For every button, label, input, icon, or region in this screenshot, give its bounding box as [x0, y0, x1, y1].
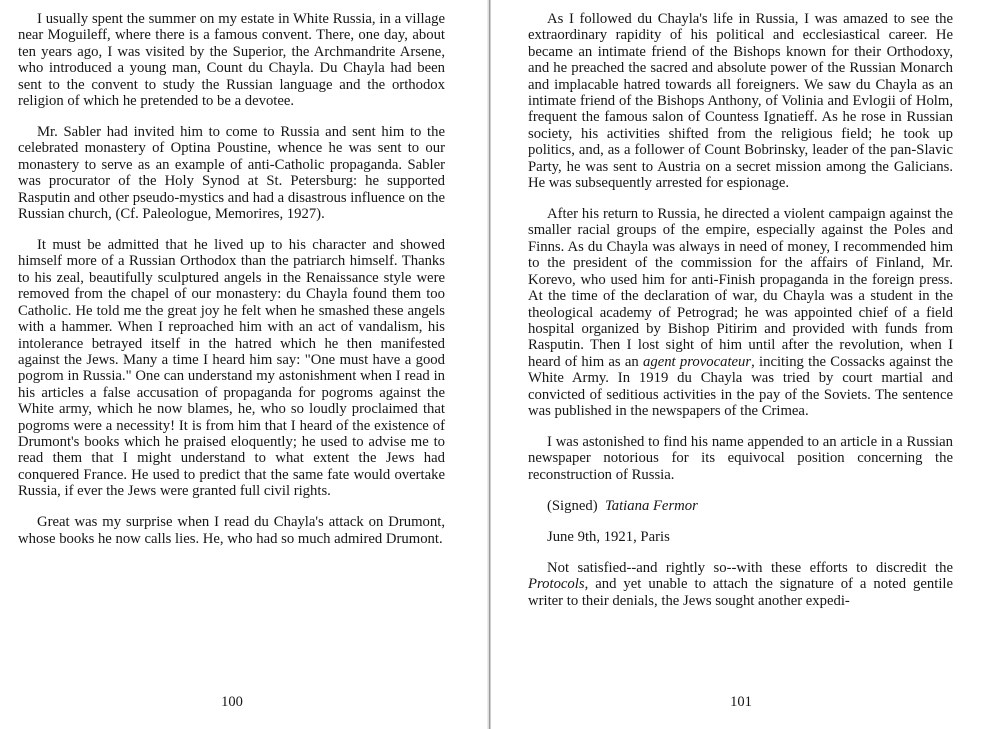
- right-paragraph-2-text-b: , inciting the Cossacks against the White Army. In 1919 du Chayla was tried by court martial and convicted of seditious activities in the pay of the Soviets. The sentence was published in the newspapers of the Crimea.: [528, 353, 953, 419]
- right-paragraph-3: I was astonished to find his name appended to an article in a Russian newspaper notorious for its equivocal position concerning the reconstruction of Russia.: [528, 433, 953, 483]
- left-text-column: [18, 11, 445, 562]
- protocols-emphasis: Protocols: [528, 576, 585, 593]
- right-paragraph-1: As I followed du Chayla's life in Russia, I was amazed to see the extraordinary rapidity of his political and ecclesiastical career. He became an intimate friend of the Bishops known for their Orthodoxy, and he preached the sacred and absolute power of the Russian Monarch and implacable hatred towards all foreigners. We saw du Chayla as an intimate friend of the Bishops Anthony, of Volinia and Evlogii of Holm, frequent the famous salon of Countess Ignatieff. As he rose in Russian society, his activities shifted from the religious field; he took up politics, and, as a follower of Count Bobrinsky, leader of the pan-Slavic Party, he was sent to Austria on a secret mission among the Galicians. He was subsequently arrested for espionage.: [528, 11, 953, 192]
- left-paragraph-2: Mr. Sabler had invited him to come to Russia and sent him to the celebrated monastery of Optina Poustine, whence he was sent to our monastery to serve as an example of anti-Catholic propaganda. Sabler was procurator of the Holy Synod at St. Petersburg: he supported Rasputin and other pseudo-mystics and had a disastrous influence on the Russian church, (Cf. Paleologue, Memorires, 1927).: [18, 124, 445, 223]
- left-paragraph-1: I usually spent the summer on my estate in White Russia, in a village near Moguileff, where there is a famous convent. There, one day, about ten years ago, I was visited by the Superior, the Archmandrite Arsene, who introduced a young man, Count du Chayla. Du Chayla had been sent to the convent to study the Russian language and the orthodox religion of which he pretended to be a devotee.: [18, 11, 445, 110]
- right-paragraph-4: [528, 560, 953, 609]
- right-text-column: [528, 11, 953, 624]
- right-paragraph-2-text-a: After his return to Russia, he directed a violent campaign against the smaller racial groups of the empire, especially against the Poles and Finns. As du Chayla was always in need of money, I recommended him to the president of the commission for the affairs of Finland, Mr. Korevo, who used him for anti-Finish propaganda in the foreign press. At the time of the declaration of war, du Chayla was a student in the theological academy of Petrograd; he was appointed chief of a field hospital organized by Bishop Pitirim and provided with funds from Rasputin. Then I lost sight of him until after the revolution, when I heard of him as an: [528, 206, 953, 370]
- page-number-left: 100: [221, 694, 243, 710]
- signature-line: [528, 498, 953, 514]
- signer-name: Tatiana Fermor: [604, 497, 698, 514]
- left-paragraph-4: Great was my surprise when I read du Chayla's attack on Drumont, whose books he now calls lies. He, who had so much admired Drumont.: [18, 514, 445, 547]
- book-gutter: [487, 0, 491, 729]
- date-line: June 9th, 1921, Paris: [547, 528, 670, 545]
- right-page: [492, 0, 981, 729]
- signed-label: (Signed): [547, 497, 598, 514]
- right-paragraph-4-text-b: , and yet unable to attach the signature of a noted gentile writer to their denials, the Jews sought another expedi-: [528, 576, 953, 609]
- page-number-right: 101: [730, 694, 752, 710]
- agent-provocateur-emphasis: agent provocateur: [643, 353, 752, 370]
- right-paragraph-2: [528, 206, 953, 419]
- left-paragraph-3: It must be admitted that he lived up to his character and showed himself more of a Russian Orthodox than the patriarch himself. Thanks to his zeal, beautifully sculptured angels in the Renaissance style were removed from the chapel of our monastery: du Chayla found them too Catholic. He told me the great joy he felt when he smashed these angels with a hammer. When I reproached him with an act of vandalism, his intolerance betrayed itself in the hatred which he then manifested against the Jews. Many a time I heard him say: "One must have a good pogrom in Russia." One can understand my astonishment when I read in his articles a false accusation of propaganda for pogroms against the White army, which he now blames, he, who so loudly proclaimed that pogroms were a necessity! It is from him that I heard of the existence of Drumont's books which he praised eloquently; he used to advise me to read them that I might understand to what extent the Jews had conquered France. He used to predict that the same fate would overtake Russia, if ever the Jews were granted full civil rights.: [18, 237, 445, 500]
- right-paragraph-4-text-a: Not satisfied--and rightly so--with these efforts to discredit the: [547, 559, 953, 576]
- left-page: [0, 0, 488, 729]
